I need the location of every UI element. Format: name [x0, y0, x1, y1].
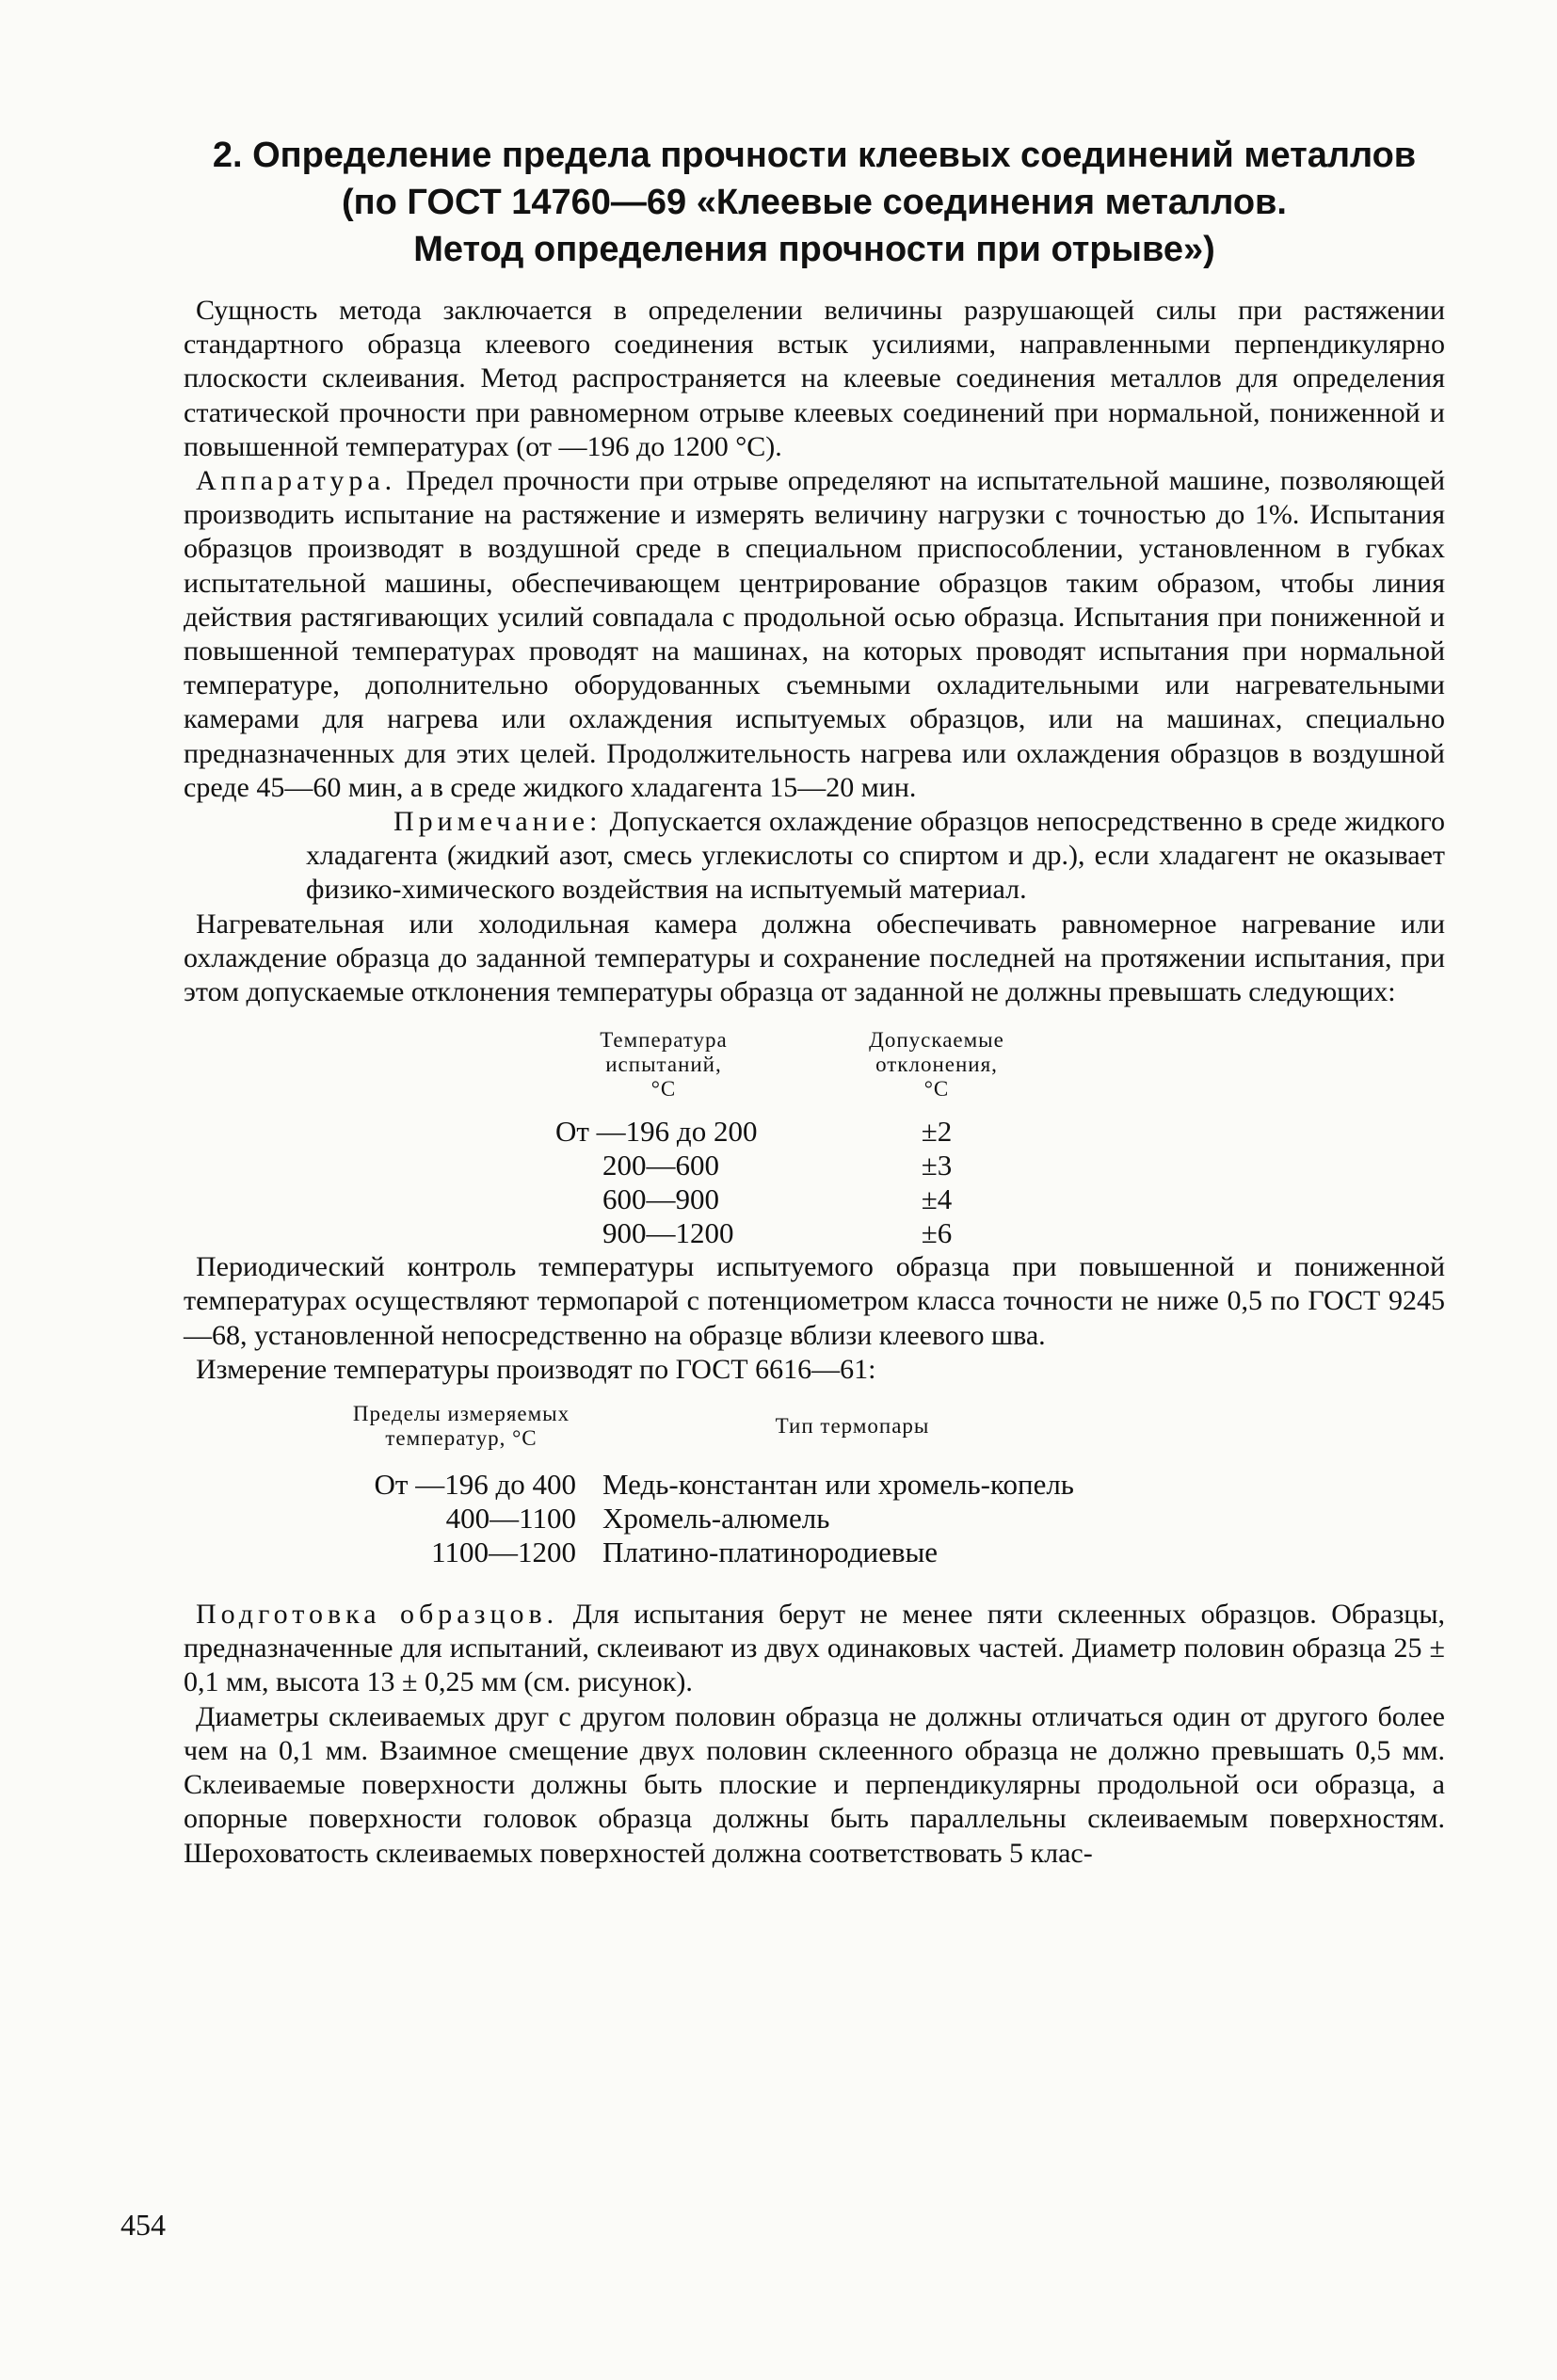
table-row — [546, 1182, 1064, 1216]
title-line-3: Метод определения прочности при отрыве») — [413, 230, 1215, 269]
temp-cell: 200—600 — [602, 1149, 719, 1182]
paragraph-chamber: Нагревательная или холодильная камера должна обеспечивать равномерное нагревание или охлаждение образца до заданной температуры и сохранение последней на протяжении испытания, при этом допускаемые отклонения температуры образца от заданной не должны превышать следующих: — [184, 908, 1445, 1008]
page-title — [184, 132, 1445, 273]
preparation-text: Для испытания берут не менее пяти склеенных образцов. Образцы, предназначенные для испытаний, склеивают из двух одинаковых частей. Диаметр половин образца 25 ± 0,1 мм, высота 13 ± 0,25 мм (см. рисунок). — [184, 1599, 1446, 1698]
note-paragraph — [306, 805, 1445, 908]
header-dev-line-3: °С — [923, 1077, 950, 1102]
type-cell: Медь-константан или хромель-копель — [602, 1468, 1074, 1502]
paragraph-essence: Сущность метода заключается в определении величины разрушающей силы при растяжении стандартного образца клеевого соединения встык усилиями, направленными перпендикулярно плоскости склеивания. Метод распространяется на клеевые соединения металлов для определения статической прочности при равномерном отрыве клеевых соединений при нормальной, пониженной и повышенной температурах (от —196 до 1200 °С). — [184, 295, 1445, 462]
type-cell: Хромель-алюмель — [602, 1502, 830, 1536]
note-text: Допускается охлаждение образцов непосредственно в среде жидкого хладагента (жидкий азот, смесь углекислоты со спиртом и др.), если хладагент не оказывает физико-химического воздействия на испытуемый материал. — [306, 806, 1445, 906]
table-row — [546, 1149, 1064, 1182]
temp-cell: 900—1200 — [602, 1216, 734, 1250]
paragraph-measurement: Измерение температуры производят по ГОСТ 6616—61: — [196, 1353, 876, 1385]
deviation-table — [546, 1028, 1064, 1250]
apparatus-lead: Аппаратура. — [196, 465, 397, 497]
dev-cell: ±3 — [921, 1149, 953, 1182]
range-cell: 400—1100 — [445, 1502, 576, 1536]
paragraph-diameters: Диаметры склеиваемых друг с другом половин образца не должны отличаться один от другого более чем на 0,1 мм. Взаимное смещение двух половин склеенного образца не должно превышать 0,5 мм. Склеиваемые поверхности должны быть плоские и перпендикулярны продольной оси образца, а опорные поверхности головок образца должны быть параллельны склеиваемым поверхностям. Шероховатость склеиваемых поверхностей должна соответствовать 5 клас- — [184, 1700, 1445, 1869]
table-row — [320, 1536, 1074, 1569]
table-row — [320, 1468, 1074, 1502]
header-measured-range — [320, 1402, 602, 1468]
paragraph-control: Периодический контроль температуры испытуемого образца при повышенной и пониженной температурах осуществляют термопарой с потенциометром класса точности не ниже 0,5 по ГОСТ 9245—68, установленной непосредственно на образце вблизи клеевого шва. — [184, 1251, 1445, 1351]
range-cell: 1100—1200 — [431, 1536, 576, 1569]
paragraph-apparatus — [184, 464, 1445, 805]
header-dev-line-1: Допускаемые — [869, 1028, 1004, 1053]
type-cell: Платино-платинородиевые — [602, 1536, 939, 1569]
header-temp-line-1: Температура — [600, 1028, 728, 1053]
dev-cell: ±6 — [921, 1216, 953, 1250]
dev-cell: ±4 — [921, 1182, 953, 1216]
temp-cell: От —196 до 200 — [555, 1115, 758, 1149]
table-row — [546, 1115, 1064, 1149]
header-range-line-2: температур, °С — [385, 1426, 538, 1451]
temp-cell: 600—900 — [602, 1182, 719, 1216]
preparation-lead: Подготовка образцов. — [196, 1599, 559, 1631]
note-lead: Примечание: — [393, 806, 602, 838]
title-line-2: (по ГОСТ 14760—69 «Клеевые соединения металлов. — [342, 183, 1287, 222]
header-dev-line-2: отклонения, — [875, 1053, 998, 1077]
page-number: 454 — [120, 2208, 166, 2242]
paragraph-preparation — [184, 1598, 1445, 1700]
title-line-1: 2. Определение предела прочности клеевых соединений металлов — [212, 136, 1417, 175]
header-test-temperature — [546, 1028, 781, 1115]
table-row — [546, 1216, 1064, 1250]
dev-cell: ±2 — [921, 1115, 953, 1149]
header-thermocouple-type: Тип термопары — [775, 1414, 930, 1439]
header-temp-line-3: °С — [650, 1077, 677, 1102]
header-allowed-deviation — [781, 1028, 1064, 1115]
table-row — [320, 1502, 1074, 1536]
header-range-line-1: Пределы измеряемых — [352, 1402, 570, 1426]
header-temp-line-2: испытаний, — [605, 1053, 722, 1077]
thermocouple-table — [320, 1402, 1074, 1569]
range-cell: От —196 до 400 — [374, 1468, 576, 1502]
document-page — [184, 132, 1445, 1871]
apparatus-text: Предел прочности при отрыве определяют на испытательной машине, позволяющей производить испытание на растяжение и измерять величину нагрузки с точностью до 1%. Испытания образцов производят в воздушной среде в специальном приспособлении, установленном в губках испытательной машины, обеспечивающем центрирование образцов таким образом, чтобы линия действия растягивающих усилий совпадала с продольной осью образца. Испытания при пониженной и повышенной температурах проводят на машинах, на которых проводят испытания при нормальной температуре, дополнительно оборудованных съемными охладительными или нагревательными камерами для нагрева или охлаждения испытуемых образцов, или на машинах, специально предназначенных для этих целей. Продолжительность нагрева или охлаждения образцов в воздушной среде 45—60 мин, а в среде жидкого хладагента 15—20 мин. — [184, 465, 1445, 803]
